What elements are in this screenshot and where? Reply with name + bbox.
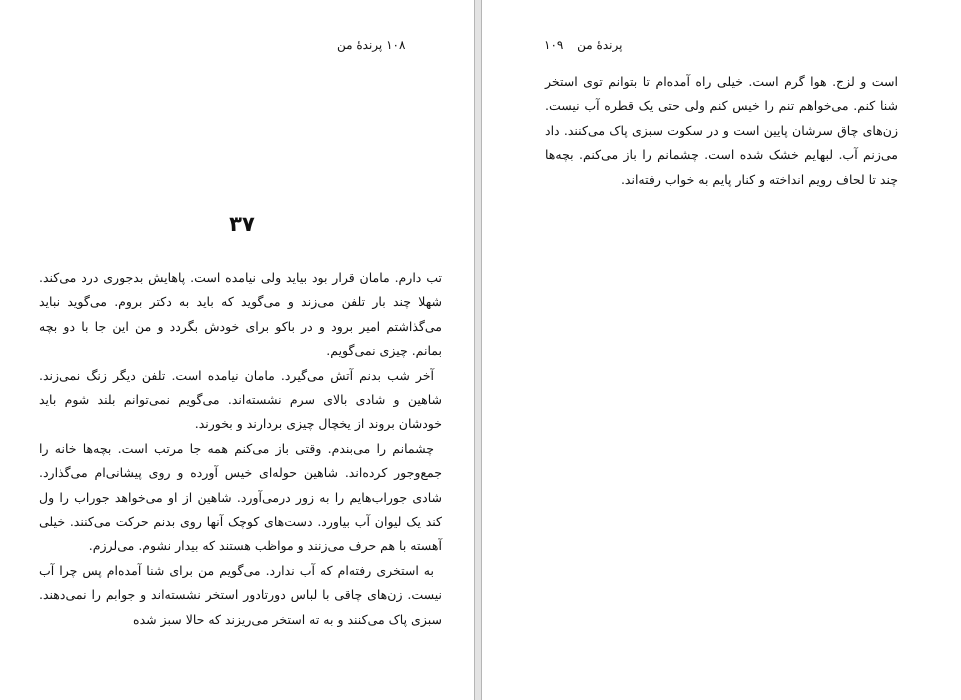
left-page [0,0,474,700]
left-running-head [337,38,415,52]
paragraph: است و لزج. هوا گرم است. خیلی راه آمده‌ام تا بتوانم توی استخر شنا کنم. می‌خواهم تنم را خیس کنم ولی حتی یک قطره آب نیست. زن‌های چاق سرشان پایین است و در سکوت سبزی پاک می‌کنند. داد می‌زنم آب. لبهایم خشک شده است. چشمانم را باز می‌کنم. بچه‌ها چند تا لحاف رویم انداخته و کنار پایم به خواب رفته‌اند. [545,74,898,187]
right-running-head [544,38,622,52]
paragraph: به استخری رفته‌ام که آب ندارد. می‌گویم من برای شنا آمده‌ام پس چرا آب نیست. زن‌های چاقی با لباس دورتادور استخر نشسته‌اند و جوابم را نمی‌دهند. سبزی پاک می‌کنند و به ته استخر می‌ریزند که حالا سبز شده [39,562,442,627]
right-body-text [545,70,898,192]
paragraph: آخر شب بدنم آتش می‌گیرد. مامان نیامده است. تلفن دیگر زنگ نمی‌زند. شاهین و شادی بالای سرم نشسته‌اند. می‌گویم نمی‌توانم بلند شوم باید خودشان بروند از یخچال چیزی بردارند و بخورند. [39,367,442,432]
chapter-number-text: ۳۷ [229,212,255,236]
left-book-title: پرندهٔ من [337,38,383,52]
left-page-number: ۱۰۸ [386,38,406,52]
right-page [482,0,961,700]
right-page-number: ۱۰۹ [544,38,564,52]
right-book-title: پرندهٔ من [577,38,623,52]
paragraph: تب دارم. مامان قرار بود بیاید ولی نیامده است. پاهایش بدجوری درد می‌کند. شهلا چند بار تلفن می‌زند و می‌گوید که باید به دکتر بروم. می‌گوید نباید می‌گذاشتم امیر برود و در باکو برای خودش بگردد و من این جا با دو بچه بمانم. چیزی نمی‌گویم. [39,270,442,359]
paragraph: چشمانم را می‌بندم. وقتی باز می‌کنم همه جا مرتب است. بچه‌ها خانه را جمع‌وجور کرده‌اند. شاهین حوله‌ای خیس آورده و روی پیشانی‌ام می‌گذارد. شادی جوراب‌هایم را به زور درمی‌آورد. شاهین از او می‌خواهد جوراب را ول کند یک لیوان آب بیاورد. دست‌های کوچک آنها روی بدنم حرکت می‌کنند. خیلی آهسته با هم حرف می‌زنند و مواظب هستند که بیدار نشوم. می‌لرزم. [39,440,442,554]
chapter-number [0,212,474,236]
left-body-text [39,266,442,632]
page-gutter [474,0,482,700]
